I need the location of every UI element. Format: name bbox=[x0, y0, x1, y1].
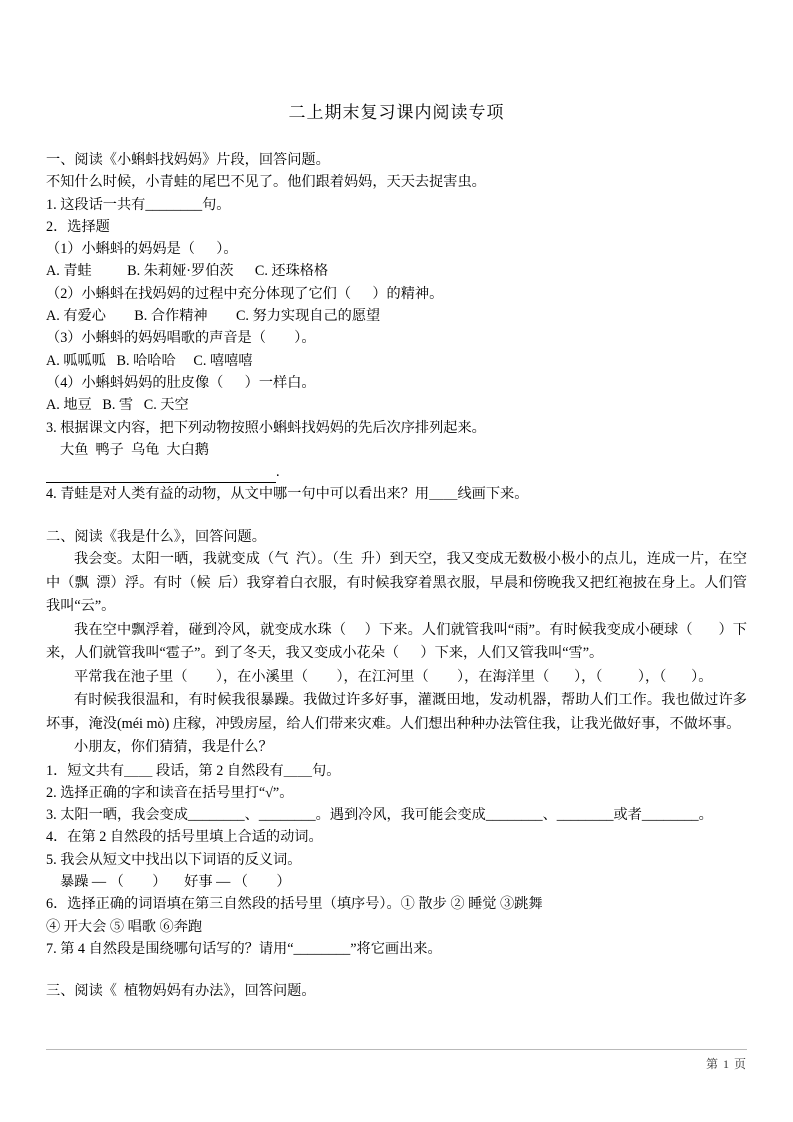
question-1-1: 1. 这段话一共有________句。 bbox=[46, 196, 231, 213]
section-two-paragraph-4: 有时候我很温和，有时候我很暴躁。我做过许多好事，灌溉田地，发动机器，帮助人们工作。我也做过许多坏事，淹没(méi mò) 庄稼，冲毁房屋，给人们带来灾难。人们想出种种办法管住我，让我光做好事，不做坏事。 bbox=[46, 692, 747, 732]
answer-blank bbox=[46, 467, 276, 483]
question-1-2-1-options: A. 青蛙 B. 朱莉娅·罗伯茨 C. 还珠格格 bbox=[46, 263, 329, 280]
question-1-2-1: （1）小蝌蚪的妈妈是（ ）。 bbox=[46, 241, 238, 258]
section-two-paragraph-1: 我会变。太阳一晒，我就变成（气 汽）。（生 升）到天空，我又变成无数极小极小的点儿，连成一片，在空中（飘 漂）浮。有时（候 后）我穿着白衣服，有时候我穿着黑衣服，早晨和傍晚我又把红袍披在身上。人们管我叫“云”。 bbox=[46, 551, 747, 615]
page-title: 二上期末复习课内阅读专项 bbox=[288, 103, 505, 122]
question-2-2: 2. 选择正确的字和读音在括号里打“√”。 bbox=[46, 784, 294, 801]
section-one-heading: 一、阅读《小蝌蚪找妈妈》片段，回答问题。 bbox=[46, 152, 330, 168]
question-1-2: 2．选择题 bbox=[46, 218, 110, 235]
section-three-heading: 三、阅读《 植物妈妈有办法》，回答问题。 bbox=[46, 983, 316, 1000]
question-1-3-answer-blank bbox=[46, 461, 747, 483]
section-one-passage: 不知什么时候，小青蛙的尾巴不见了。他们跟着妈妈，天天去捉害虫。 bbox=[46, 174, 486, 191]
section-two bbox=[46, 526, 747, 960]
question-2-1: 1．短文共有＿＿ 段话，第 2 自然段有＿＿句。 bbox=[46, 762, 341, 779]
question-1-2-2: （2）小蝌蚪在找妈妈的过程中充分体现了它们（ ）的精神。 bbox=[46, 285, 444, 302]
section-two-paragraph-5: 小朋友，你们猜猜，我是什么？ bbox=[74, 739, 273, 756]
question-1-3-words: 大鱼 鸭子 乌龟 大白鹅 bbox=[60, 441, 209, 458]
answer-blank-suffix: . bbox=[276, 464, 280, 481]
question-2-5: 5. 我会从短文中找出以下词语的反义词。 bbox=[46, 851, 302, 868]
question-1-2-2-options: A. 有爱心 B. 合作精神 C. 努力实现自己的愿望 bbox=[46, 308, 381, 325]
question-2-3: 3. 太阳一晒，我会变成________、________。遇到冷风，我可能会变成________、________或者________。 bbox=[46, 807, 713, 824]
section-one bbox=[46, 149, 747, 506]
question-2-7: 7. 第 4 自然段是围绕哪句话写的？请用“________”将它画出来。 bbox=[46, 940, 442, 957]
question-2-5-items: 暴躁 — （ ） 好事 — （ ） bbox=[60, 874, 291, 891]
section-two-paragraph-3: 平常我在池子里（ ），在小溪里（ ），在江河里（ ），在海洋里（ ），（ ），（ ）。 bbox=[74, 668, 713, 685]
question-1-3: 3. 根据课文内容，把下列动物按照小蝌蚪找妈妈的先后次序排列起来。 bbox=[46, 419, 486, 436]
question-2-6: 6．选择正确的词语填在第三自然段的括号里（填序号）。① 散步 ② 睡觉 ③跳舞 bbox=[46, 896, 543, 913]
footer-divider bbox=[46, 1049, 747, 1050]
question-1-2-3: （3）小蝌蚪的妈妈唱歌的声音是（ ）。 bbox=[46, 330, 316, 347]
question-1-2-3-options: A. 呱呱呱 B. 哈哈哈 C. 嘻嘻嘻 bbox=[46, 352, 253, 369]
question-1-2-4: （4）小蝌蚪妈妈的肚皮像（ ）一样白。 bbox=[46, 374, 316, 391]
question-2-4: 4．在第 2 自然段的括号里填上合适的动词。 bbox=[46, 829, 323, 846]
question-1-2-4-options: A. 地豆 B. 雪 C. 天空 bbox=[46, 397, 189, 414]
page-number: 第 1 页 bbox=[705, 1057, 747, 1071]
section-three bbox=[46, 980, 747, 1002]
section-two-heading: 二、阅读《我是什么》，回答问题。 bbox=[46, 528, 266, 545]
section-two-paragraph-2: 我在空中飘浮着，碰到冷风，就变成水珠（ ）下来。人们就管我叫“雨”。有时候我变成小硬球（ ）下来，人们就管我叫“雹子”。到了冬天，我又变成小花朵（ ）下来，人们又管我叫“雪”。 bbox=[46, 621, 747, 662]
question-2-6-continued: ④ 开大会 ⑤ 唱歌 ⑥奔跑 bbox=[46, 918, 203, 935]
question-1-4: 4. 青蛙是对人类有益的动物，从文中哪一句中可以看出来？用＿＿线画下来。 bbox=[46, 486, 529, 503]
